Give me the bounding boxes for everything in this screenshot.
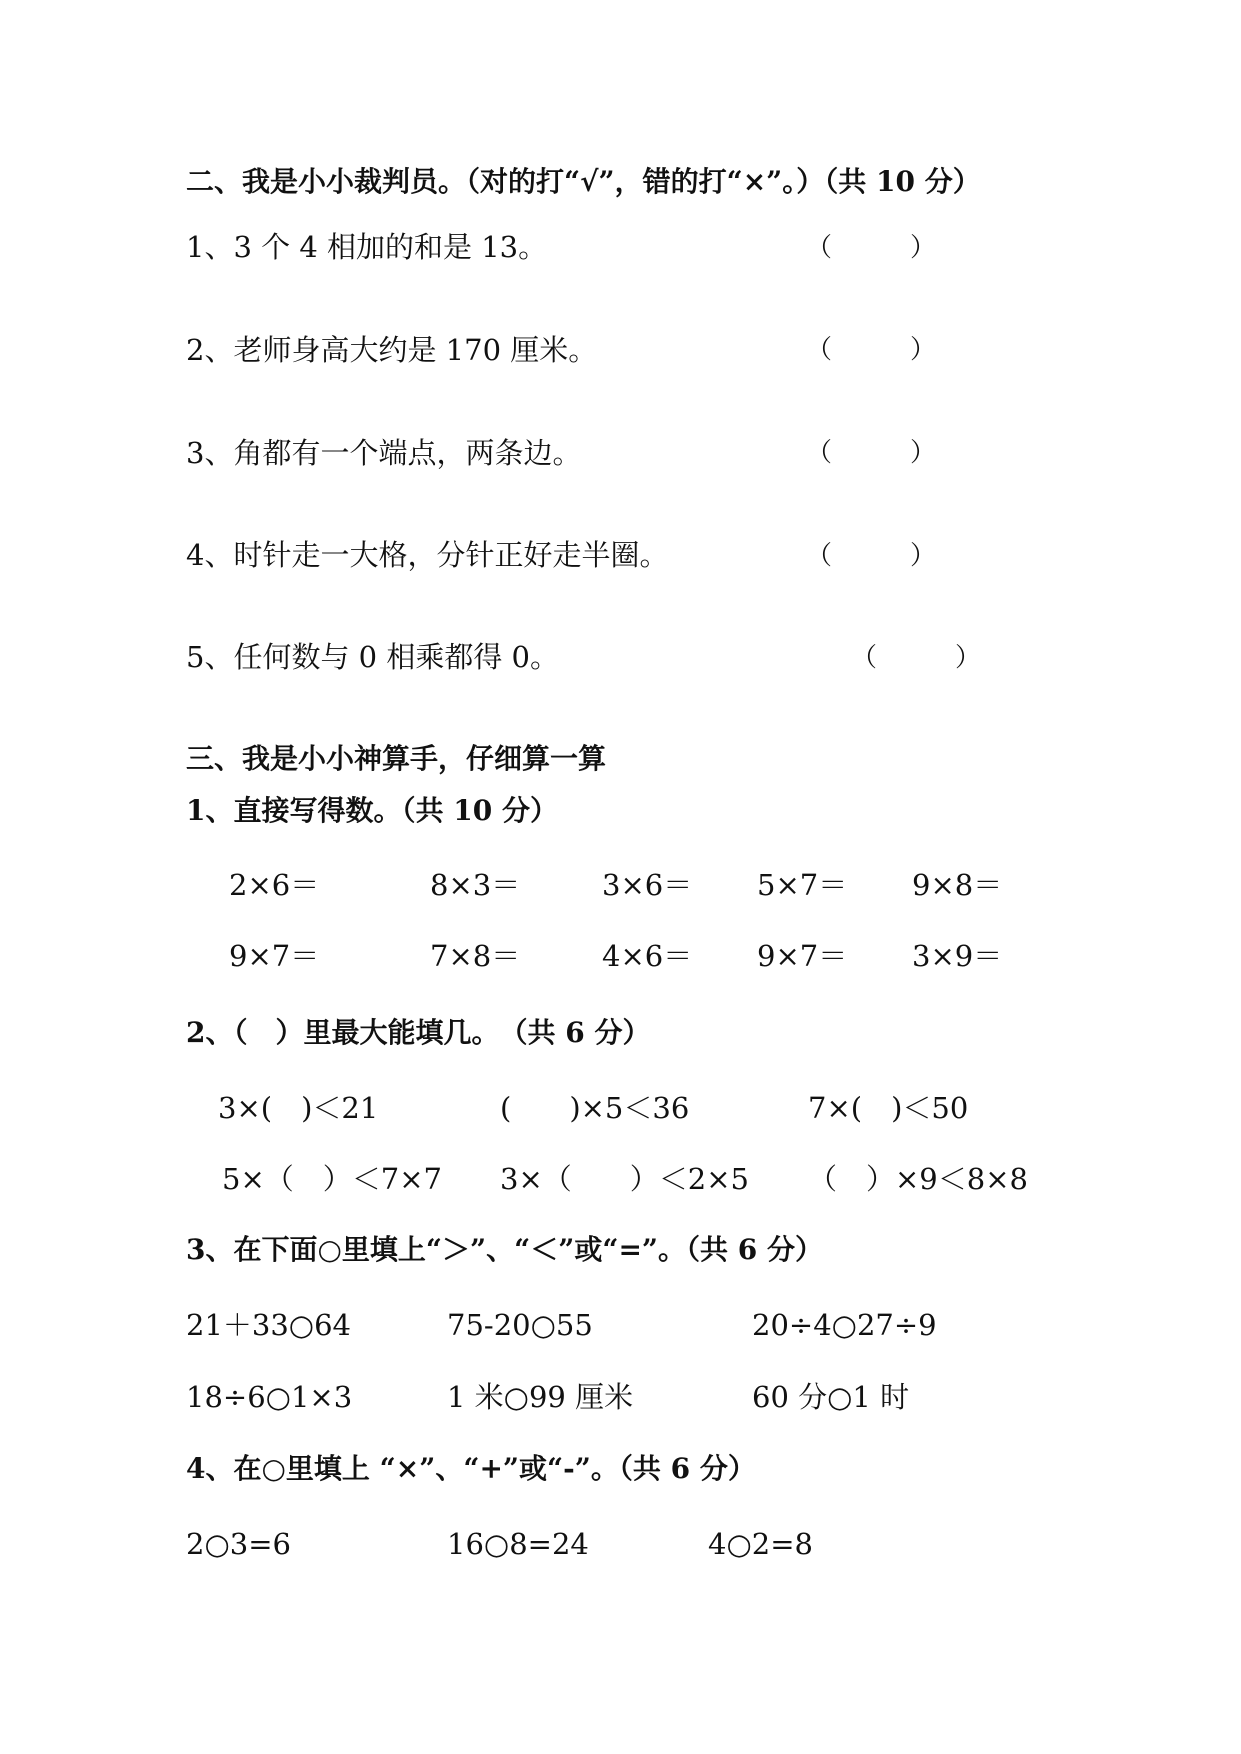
judge-item-4: 4、时针走一大格，分针正好走半圈。	[186, 538, 669, 572]
fill-r1-c1: 3×( )＜21	[218, 1091, 379, 1125]
compare-r2-c1: 18÷6○1×3	[186, 1380, 353, 1414]
calc-r1-c2: 8×3＝	[430, 868, 521, 902]
operator-c1: 2○3=6	[186, 1527, 291, 1561]
calc-r1-c4: 5×7＝	[757, 868, 848, 902]
calc-r1-c3: 3×6＝	[602, 868, 693, 902]
compare-r2-c3: 60 分○1 时	[752, 1380, 910, 1414]
judge-item-3: 3、角都有一个端点，两条边。	[186, 436, 582, 470]
judge-answer-5[interactable]: （ ）	[851, 643, 982, 673]
fill-r1-c3: 7×( )＜50	[808, 1091, 969, 1125]
calc-r2-c5: 3×9＝	[912, 939, 1003, 973]
compare-r1-c2: 75-20○55	[447, 1308, 593, 1342]
judge-answer-2[interactable]: （ ）	[806, 335, 937, 365]
fill-r2-c3: （ ）×9＜8×8	[808, 1162, 1028, 1196]
operator-c3: 4○2=8	[708, 1527, 813, 1561]
calc-r2-c2: 7×8＝	[430, 939, 521, 973]
operator-c2: 16○8=24	[447, 1527, 589, 1561]
fill-r2-c1: 5×（ ）＜7×7	[222, 1162, 442, 1196]
section-3-title: 三、我是小小神算手，仔细算一算	[186, 742, 607, 775]
judge-answer-1[interactable]: （ ）	[806, 233, 937, 263]
part-2-title: 2、（ ）里最大能填几。 （共 6 分）	[186, 1016, 651, 1049]
calc-r2-c3: 4×6＝	[602, 939, 693, 973]
compare-r1-c3: 20÷4○27÷9	[752, 1308, 937, 1342]
part-3-title: 3、在下面○里填上“＞”、“＜”或“=”。（共 6 分）	[186, 1233, 823, 1266]
judge-answer-3[interactable]: （ ）	[806, 438, 937, 468]
compare-r2-c2: 1 米○99 厘米	[447, 1380, 634, 1414]
judge-item-1: 1、3 个 4 相加的和是 13。	[186, 230, 548, 264]
judge-item-5: 5、任何数与 0 相乘都得 0。	[186, 640, 560, 674]
compare-r1-c1: 21＋33○64	[186, 1308, 352, 1342]
part-1-title: 1、直接写得数。（共 10 分）	[186, 794, 558, 827]
fill-r2-c2: 3×（ ）＜2×5	[500, 1162, 749, 1196]
calc-r2-c1: 9×7＝	[229, 939, 320, 973]
part-4-title: 4、在○里填上 “×”、“+”或“-”。（共 6 分）	[186, 1452, 756, 1485]
judge-answer-4[interactable]: （ ）	[806, 541, 937, 571]
section-2-title: 二、我是小小裁判员。（对的打“√”，错的打“×”。）（共 10 分）	[186, 165, 981, 198]
calc-r2-c4: 9×7＝	[757, 939, 848, 973]
judge-item-2: 2、老师身高大约是 170 厘米。	[186, 333, 598, 367]
calc-r1-c5: 9×8＝	[912, 868, 1003, 902]
calc-r1-c1: 2×6＝	[229, 868, 320, 902]
fill-r1-c2: ( )×5＜36	[500, 1091, 690, 1125]
